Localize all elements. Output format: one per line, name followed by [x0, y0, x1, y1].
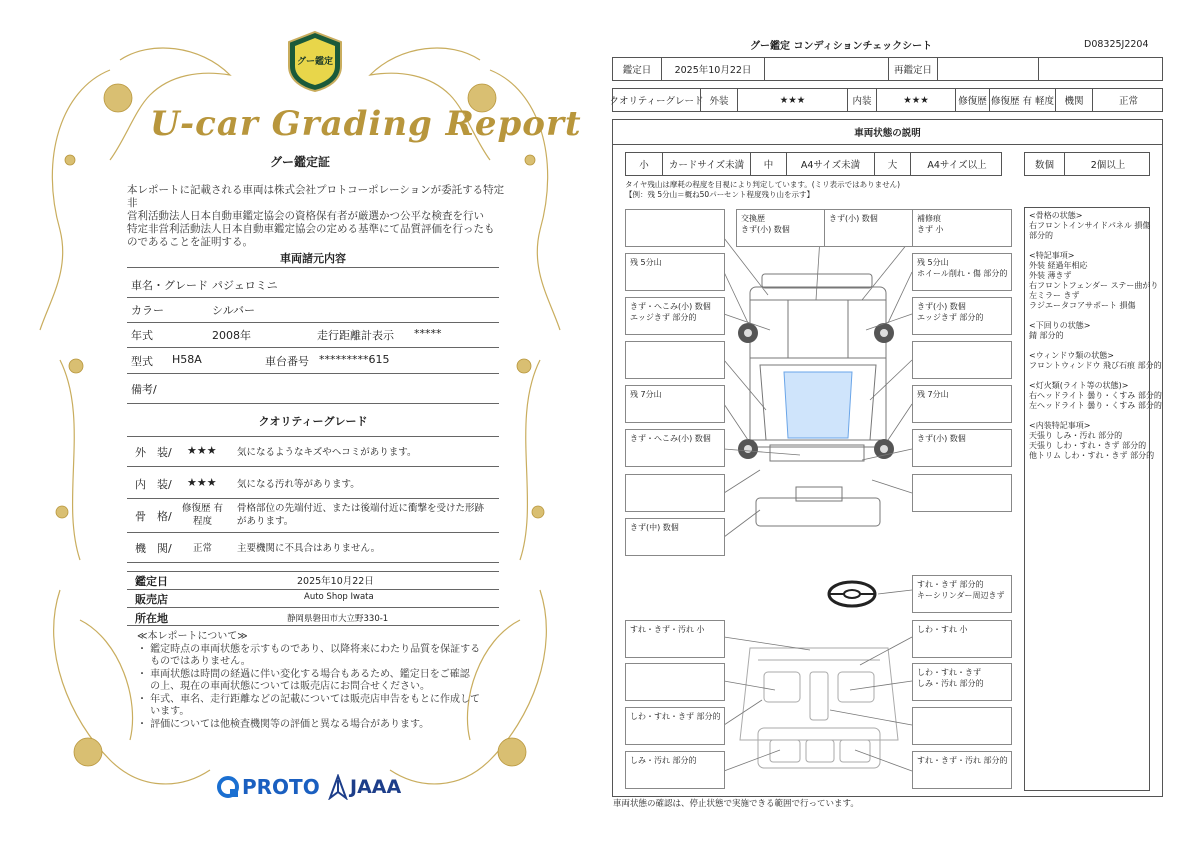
jaaa-mark-icon	[328, 774, 348, 800]
callout-box: きず(小) 数個	[912, 429, 1012, 467]
size-mid-desc: A4サイズ未満	[786, 153, 874, 175]
quality-grade: ★★★	[187, 444, 217, 457]
quality-grade: ★★★	[187, 476, 217, 489]
quality-label: 内 装/	[135, 478, 172, 491]
spec-value: 2008年	[212, 329, 251, 342]
callout-box: しみ・汚れ 部分的	[625, 751, 725, 789]
count-label: 数個	[1034, 160, 1054, 171]
spec-label: 車台番号	[265, 355, 309, 368]
quality-label: 骨 格/	[135, 510, 172, 523]
remarks-line: フロントウィンドウ 飛び石痕 部分的	[1029, 361, 1162, 370]
notes-title: ≪本レポートについて≫	[137, 631, 248, 642]
callout-box	[625, 341, 725, 379]
quality-comment: 気になる汚れ等があります。	[237, 479, 360, 490]
tire-note-line: タイヤ残山は摩耗の程度を目視により判定しています。(ミリ表示ではありません)	[625, 180, 901, 189]
specs-title: 車両諸元内容	[280, 252, 346, 265]
proto-mark-icon	[216, 775, 242, 799]
document-id: D08325J2204	[1084, 39, 1149, 50]
remarks-panel	[1024, 207, 1162, 791]
quality-grade: 正常	[193, 543, 213, 554]
divider	[127, 266, 499, 268]
spec-value: *********615	[319, 353, 390, 366]
quality-row	[127, 444, 499, 467]
callout-box: 残 5分山 ホイール削れ・傷 部分的	[912, 253, 1012, 291]
remarks-line: 左ヘッドライト 曇り・くすみ 部分的	[1029, 401, 1162, 410]
note-line: ものではありません。	[137, 656, 251, 667]
info-row-date	[127, 571, 499, 590]
remarks-list	[1029, 211, 1162, 461]
info-value: 静岡県磐田市大立野330-1	[287, 614, 389, 624]
condition-check-sheet	[600, 0, 1200, 848]
quality-grade: 修復歴 有 程度	[182, 503, 224, 527]
remarks-line	[1029, 411, 1145, 421]
callout-box: しわ・すれ 小	[912, 620, 1012, 658]
divider	[127, 430, 499, 437]
remarks-line: 右ヘッドライト 曇り・くすみ 部分的	[1029, 391, 1162, 400]
certificate-statement	[127, 184, 507, 249]
spec-row-model	[127, 353, 499, 374]
callout-box	[912, 341, 1012, 379]
note-line: ・ 年式、車名、走行距離などの記載については販売店申告をもとに作成して	[137, 693, 480, 705]
callout-box	[625, 663, 725, 701]
date-value: 2025年10月22日	[661, 58, 764, 80]
remarks-line: 錆 部分的	[1029, 331, 1064, 340]
spec-row-color	[127, 302, 499, 323]
info-label: 鑑定日	[135, 575, 168, 588]
size-small-desc: カードサイズ未満	[662, 153, 750, 175]
statement-line: のであることを証明する。	[127, 236, 253, 248]
interior-value: ★★★	[876, 89, 955, 111]
statement-line: 本レポートに記載される車両は株式会社プロトコーポレーションが委託する特定非	[127, 184, 505, 209]
quality-row	[127, 476, 499, 499]
proto-wordmark: PROTO	[242, 775, 320, 799]
spec-value: *****	[414, 327, 442, 340]
callout-box: きず(小) 数個 エッジきず 部分的	[912, 297, 1012, 335]
report-title: U-car Grading Report	[150, 104, 582, 144]
certificate-heading: グー鑑定証	[269, 155, 330, 169]
quality-comment: 骨格部位の先端付近、または後端付近に衝撃を受けた形跡 があります。	[237, 503, 485, 527]
info-value: 2025年10月22日	[297, 576, 374, 587]
repair-label: 修復歴	[955, 89, 989, 111]
quality-comment: 主要機関に不具合はありません。	[237, 543, 381, 554]
goo-kantei-badge	[286, 30, 344, 92]
quality-row	[127, 540, 499, 563]
callout-box: すれ・きず 部分的 キーシリンダー周辺きず	[912, 575, 1012, 613]
spec-row-name	[127, 277, 499, 298]
spec-value: H58A	[172, 353, 202, 366]
callout-box: きず・へこみ(小) 数個 エッジきず 部分的	[625, 297, 725, 335]
exterior-value: ★★★	[737, 89, 847, 111]
callout-box	[625, 474, 725, 512]
date-label: 鑑定日	[622, 65, 652, 76]
remarks-line	[1029, 341, 1145, 351]
info-row-dealer	[127, 590, 499, 608]
remarks-line	[1029, 311, 1145, 321]
badge-label: グー鑑定	[296, 57, 333, 67]
quality-row	[127, 502, 499, 533]
spec-label: 年式	[131, 329, 153, 342]
callout-box: きず(中) 数個	[625, 518, 725, 556]
remarks-line: 外装 経過年相応	[1029, 261, 1088, 270]
info-label: 販売店	[135, 593, 168, 606]
spec-value: パジェロミニ	[212, 279, 278, 292]
remarks-line: 右フロントフェンダー ステー曲がり	[1029, 281, 1159, 290]
info-value: Auto Shop Iwata	[304, 592, 374, 602]
note-line: ・ 車両状態は時間の経過に伴い変化する場合もあるため、鑑定日をご確認	[137, 668, 470, 680]
remarks-line: <灯火類(ライト等の状態)>	[1029, 381, 1129, 390]
spec-label: 車名・グレード	[131, 279, 208, 292]
remarks-line: 天張り しみ・汚れ 部分的	[1029, 431, 1123, 440]
spec-row-year	[127, 327, 499, 348]
report-notes	[137, 631, 497, 731]
quality-label: 機 関/	[135, 542, 172, 555]
callout-box: 残 7分山	[625, 385, 725, 423]
remarks-line: <骨格の状態>	[1029, 211, 1083, 220]
exterior-label: 外装	[700, 89, 737, 111]
callout-box	[912, 474, 1012, 512]
re-date-label: 再鑑定日	[888, 58, 937, 80]
callout-box	[912, 707, 1012, 745]
remarks-line: 左ミラー きず	[1029, 291, 1080, 300]
remarks-line	[1029, 241, 1145, 251]
quality-comment: 気になるようなキズやヘコミがあります。	[237, 447, 417, 458]
proto-logo	[216, 773, 320, 801]
note-line: います。	[137, 706, 190, 717]
statement-line: 特定非営利活動法人日本自動車鑑定協会の定める基準にて品質評価を行ったも	[127, 223, 495, 235]
remarks-line: <特記事項>	[1029, 251, 1075, 260]
spec-label: 型式	[131, 355, 153, 368]
repair-value: 修復歴 有 軽度	[989, 89, 1055, 111]
remarks-line: 天張り しわ・すれ・きず 部分的	[1029, 441, 1147, 450]
remarks-line: <内装特記事項>	[1029, 421, 1091, 430]
callout-box: 残 7分山	[912, 385, 1012, 423]
remarks-line: 外装 薄きず	[1029, 271, 1072, 280]
remarks-line: <下回りの状態>	[1029, 321, 1091, 330]
info-label: 所在地	[135, 612, 168, 625]
remarks-line: ラジエータコアサポート 損傷	[1029, 301, 1136, 310]
remarks-line: 他トリム しわ・すれ・きず 部分的	[1029, 451, 1155, 460]
callout-box: すれ・きず・汚れ 小	[625, 620, 725, 658]
size-large: 大	[874, 153, 910, 175]
callout-box: しわ・すれ・きず 部分的	[625, 707, 725, 745]
remarks-line: 右フロントインサイドパネル 損傷	[1029, 221, 1151, 230]
callout-box: 補修痕 きず 小	[912, 209, 1012, 247]
condition-title: 車両状態の説明	[613, 120, 1162, 145]
remarks-line	[1029, 371, 1145, 381]
callout-box: 残 5分山	[625, 253, 725, 291]
spec-label: 備考/	[131, 383, 157, 396]
jaaa-wordmark: JAAA	[350, 776, 402, 798]
callout-box: 交換歴 きず(小) 数個	[736, 209, 836, 247]
jaaa-logo	[328, 773, 401, 801]
spec-row-notes	[127, 381, 499, 404]
sheet-title: グー鑑定 コンディションチェックシート	[750, 41, 933, 52]
callout-box: きず・へこみ(小) 数個	[625, 429, 725, 467]
interior-label: 内装	[847, 89, 876, 111]
remarks-line: 部分的	[1029, 231, 1053, 240]
callout-box: すれ・きず・汚れ 部分的	[912, 751, 1012, 789]
callout-box	[625, 209, 725, 247]
quality-title: クオリティーグレード	[258, 415, 368, 428]
size-mid: 中	[750, 153, 786, 175]
spec-label: カラー	[131, 304, 164, 317]
info-row-address	[127, 610, 499, 626]
engine-label: 機関	[1055, 89, 1092, 111]
size-large-desc: A4サイズ以上	[910, 153, 1003, 175]
size-small: 小	[639, 160, 649, 171]
count-desc: 2個以上	[1064, 153, 1151, 175]
callout-box: きず(小) 数個	[824, 209, 924, 247]
statement-line: 営利活動法人日本自動車鑑定協会の資格保有者が厳選かつ公平な検査を行い	[127, 210, 484, 222]
engine-value: 正常	[1092, 89, 1164, 111]
remarks-line: <ウィンドウ類の状態>	[1029, 351, 1114, 360]
note-line: ・ 鑑定時点の車両状態を示すものであり、以降将来にわたり品質を保証する	[137, 643, 481, 655]
tire-note-line: 【例：残 5分山＝概ね50パーセント程度残り山を示す】	[625, 190, 815, 199]
grade-label: クオリティーグレード	[609, 96, 704, 107]
note-line: ・ 評価については他検査機関等の評価と異なる場合があります。	[137, 718, 430, 730]
quality-label: 外 装/	[135, 446, 172, 459]
spec-label: 走行距離計表示	[317, 329, 394, 342]
callout-box: しわ・すれ・きず しみ・汚れ 部分的	[912, 663, 1012, 701]
sheet-footer: 車両状態の確認は、停止状態で実施できる範囲で行っています。	[613, 799, 859, 809]
spec-value: シルバー	[212, 304, 255, 317]
note-line: の上、現在の車両状態については販売店にお問合せください。	[137, 681, 430, 692]
